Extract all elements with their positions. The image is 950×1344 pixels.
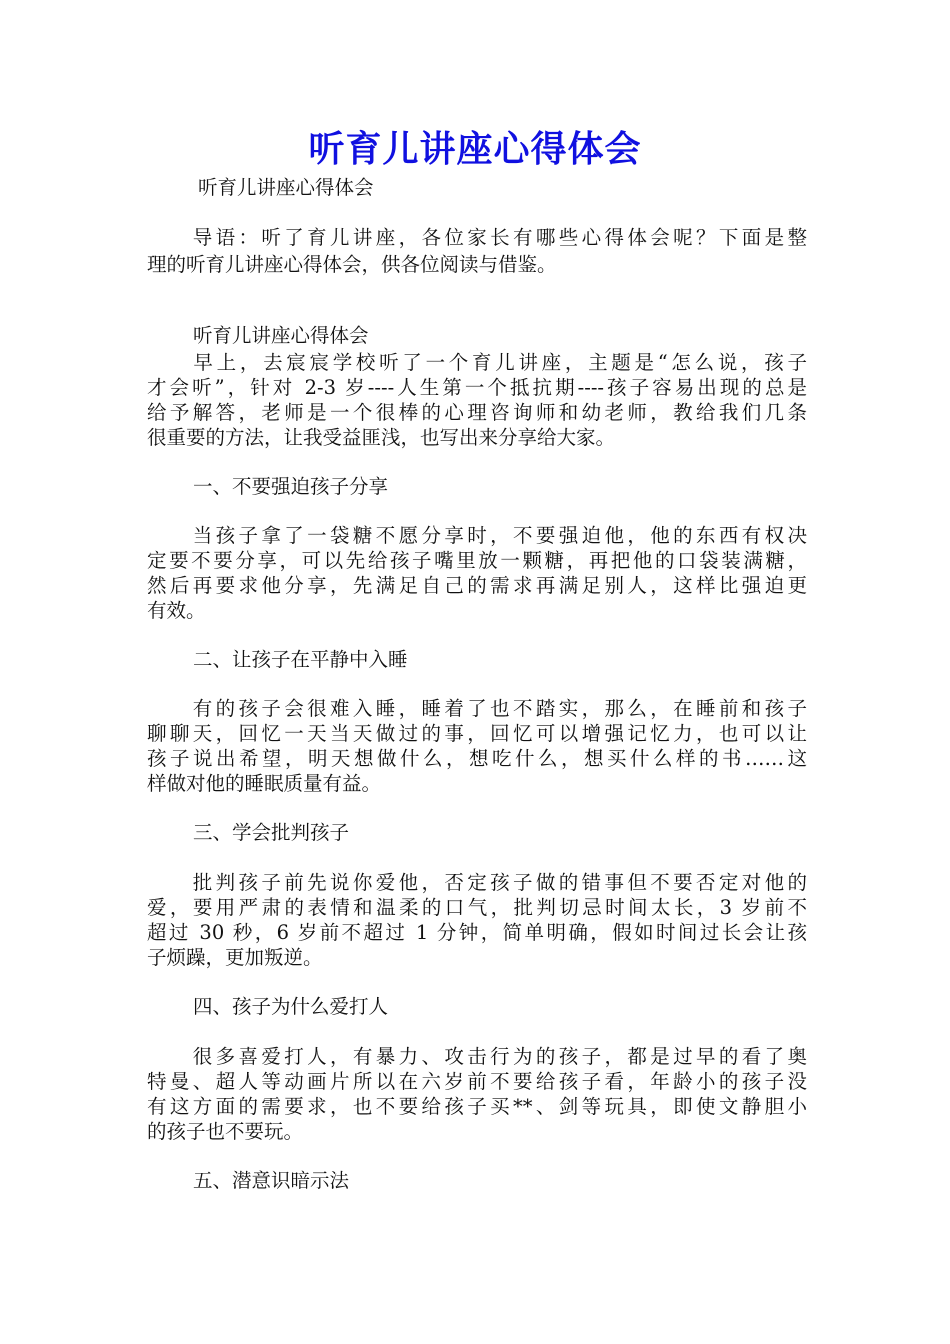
paragraph-line: 子烦躁，更加叛逆。 [147,946,323,969]
opening-line: 才会听”，针对 2-3 岁----人生第一个抵抗期----孩子容易出现的总是 [147,376,807,399]
point-heading: 四、孩子为什么爱打人 [193,995,389,1018]
point-heading: 五、潜意识暗示法 [193,1169,350,1192]
paragraph-line: 特曼、超人等动画片所以在六岁前不要给孩子看，年龄小的孩子没 [147,1070,807,1093]
paragraph-line: 有这方面的需要求，也不要给孩子买**、剑等玩具，即使文静胆小 [147,1095,807,1118]
section-heading: 听育儿讲座心得体会 [193,324,369,347]
intro-line: 理的听育儿讲座心得体会，供各位阅读与借鉴。 [147,253,557,276]
point-heading: 一、不要强迫孩子分享 [193,475,389,498]
paragraph-line: 有的孩子会很难入睡，睡着了也不踏实，那么，在睡前和孩子 [147,697,807,720]
paragraph-line: 很多喜爱打人，有暴力、攻击行为的孩子，都是过早的看了奥 [147,1045,807,1068]
paragraph-line: 样做对他的睡眠质量有益。 [147,772,382,795]
opening-line: 早上，去宸宸学校听了一个育儿讲座，主题是“怎么说，孩子 [147,351,807,374]
document-title: 听育儿讲座心得体会 [308,128,642,170]
paragraph-line: 批判孩子前先说你爱他，否定孩子做的错事但不要否定对他的 [147,871,807,894]
paragraph-line: 聊聊天，回忆一天当天做过的事，回忆可以增强记忆力，也可以让 [147,722,807,745]
paragraph-line: 爱，要用严肃的表情和温柔的口气，批判切忌时间太长，3 岁前不 [147,896,807,919]
paragraph-line: 当孩子拿了一袋糖不愿分享时，不要强迫他，他的东西有权决 [147,524,807,547]
opening-line: 给予解答，老师是一个很棒的心理咨询师和幼老师，教给我们几条 [147,401,807,424]
document-subtitle: 听育儿讲座心得体会 [198,176,374,199]
paragraph-line: 然后再要求他分享，先满足自己的需求再满足别人，这样比强迫更 [147,574,807,597]
point-heading: 二、让孩子在平静中入睡 [193,648,408,671]
paragraph-line: 孩子说出希望，明天想做什么，想吃什么，想买什么样的书……这 [147,747,807,770]
paragraph-line: 定要不要分享，可以先给孩子嘴里放一颗糖，再把他的口袋装满糖， [147,549,807,572]
paragraph-line: 有效。 [147,599,206,622]
point-heading: 三、学会批判孩子 [193,821,350,844]
paragraph-line: 超过 30 秒，6 岁前不超过 1 分钟，简单明确，假如时间过长会让孩 [147,921,807,944]
paragraph-line: 的孩子也不要玩。 [147,1120,304,1143]
intro-line: 导语：听了育儿讲座，各位家长有哪些心得体会呢？下面是整 [147,226,807,249]
opening-line: 很重要的方法，让我受益匪浅，也写出来分享给大家。 [147,426,616,449]
